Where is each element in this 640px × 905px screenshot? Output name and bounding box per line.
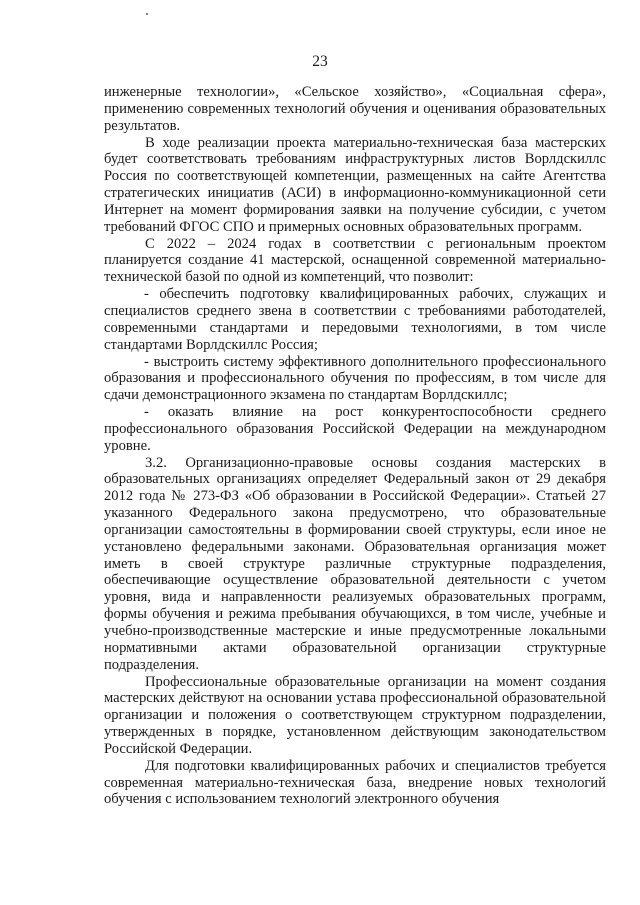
paragraph-legal-basis: 3.2. Организационно-правовые основы создания мастерских в образовательных организациях определяет Федеральный закон от 29 декабря 2012 года № 273-ФЗ «Об образовании в Российской Федерации». Статьей 27 указанного Федерального закона предусмотрено, что образовательные организации самостоятельны в формировании своей структуры, если иное не установлено федеральными законами. Образовательная организация может иметь в своей структуре различные структурные подразделения, обеспечивающие осуществление образовательной деятельности с учетом уровня, вида и направленности реализуемых образовательных программ, формы обучения и режима пребывания обучающихся, в том числе, учебные и учебно-производственные мастерские и иные предусмотренные локальными нормативными актами образовательной организации структурные подразделения. — [104, 454, 606, 673]
list-item-training: - обеспечить подготовку квалифицированных рабочих, служащих и специалистов среднего звена в соответствии с требованиями работодателей, современными стандартами и передовыми технологиями, в том числе стандартами Ворлдскиллс Россия; — [104, 286, 606, 353]
document-body — [104, 84, 606, 808]
paragraph-training-base: Для подготовки квалифицированных рабочих и специалистов требуется современная материально-техническая база, внедрение новых технологий обучения с использованием технологий электронного обучения — [104, 757, 606, 808]
list-item-additional-education: - выстроить систему эффективного дополнительного профессионального образования и профессионального обучения по профессиям, в том числе для сдачи демонстрационного экзамена по стандартам Ворлдскиллс; — [104, 353, 606, 404]
page-number: 23 — [312, 53, 328, 70]
paragraph-charter: Профессиональные образовательные организации на момент создания мастерских действуют на основании устава профессиональной образовательной организации и положения о соответствующем структурном подразделении, утвержденных в порядке, установленном действующим законодательством Российской Федерации. — [104, 673, 606, 757]
paragraph-regional-project: С 2022 – 2024 годах в соответствии с региональным проектом планируется создание 41 мастерской, оснащенной современной материально-технической базой по одной из компетенций, что позволит: — [104, 235, 606, 286]
paragraph-material-base: В ходе реализации проекта материально-техническая база мастерских будет соответствовать требованиям инфраструктурных листов Ворлдскиллс Россия по соответствующей компетенции, размещенных на сайте Агентства стратегических инициатив (АСИ) в информационно-коммуникационной сети Интернет на момент формирования заявки на получение субсидии, с учетом требований ФГОС СПО и примерных основных образовательных программ. — [104, 134, 606, 235]
scan-speck — [146, 13, 148, 15]
paragraph-continuation: инженерные технологии», «Сельское хозяйство», «Социальная сфера», применению современных технологий обучения и оценивания образовательных результатов. — [104, 84, 606, 134]
list-item-competitiveness: - оказать влияние на рост конкурентоспособности среднего профессионального образования Российской Федерации на международном уровне. — [104, 404, 606, 454]
